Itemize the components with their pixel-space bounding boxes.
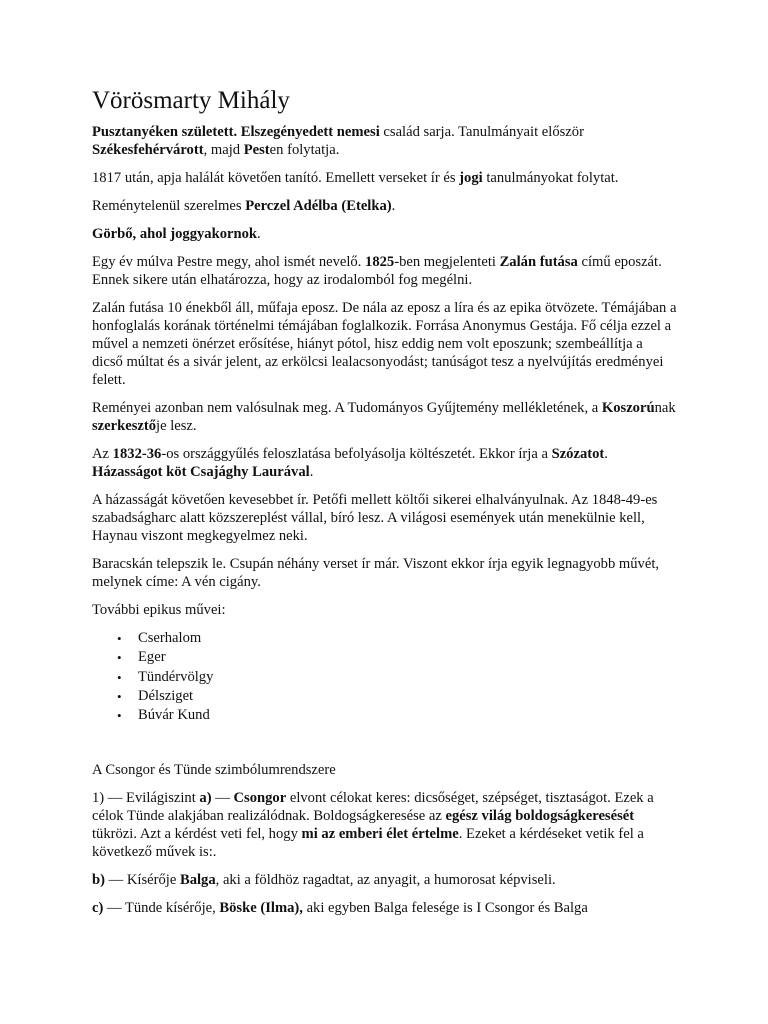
bold-text: Szózatot: [551, 446, 605, 462]
text-run: Baracskán telepszik le. Csupán néhány verset ír már. Viszont ekkor írja egyik legnagyobb művét, melynek címe: A vén cigány.: [92, 556, 660, 590]
bold-text: Böske (Ilma),: [219, 900, 303, 917]
text-run: — Kísérője: [104, 872, 180, 889]
text-run: 1) — Evilágiszint: [92, 790, 200, 807]
bold-text: Házasságot köt Csajághy Laurával: [92, 464, 310, 480]
list-item: • Eger: [138, 648, 677, 667]
text-run: Reményei azonban nem valósulnak meg. A Tudományos Gyűjtemény mellékletének, a: [92, 400, 602, 416]
text-run: A házasságát követően kevesebbet ír. Petőfi mellett költői sikerei elhalványulnak. Az 1848-49-es szabadságharc alatt közszereplést vállal, bíró lesz. A világosi események után menekülnie kell, Haynau viszont megkegyelmez neki.: [92, 492, 658, 544]
text-run: je lesz.: [156, 418, 197, 434]
text-run: nak: [654, 400, 676, 416]
text-run: tanulmányokat folytat.: [482, 170, 619, 186]
bold-text: Balga: [179, 872, 216, 889]
text-run: — Tünde kísérője,: [103, 900, 220, 917]
bold-text: Zalán futása: [499, 254, 578, 270]
bold-text: Pest: [243, 142, 270, 158]
bold-text: c): [92, 900, 104, 917]
page-title: Vörösmarty Mihály: [92, 87, 290, 114]
text-run: -ben megjelenteti: [394, 254, 500, 270]
text-run: —: [211, 790, 234, 807]
epic-works-list: [92, 629, 677, 725]
text-run: .: [309, 464, 314, 480]
list-item: • Cserhalom: [138, 629, 677, 648]
text-run: -os országgyűlés feloszlatása befolyásolja költészetét. Ekkor írja a: [161, 446, 552, 462]
list-item: • Délsziget: [138, 687, 677, 706]
text-run: Reménytelenül szerelmes: [92, 198, 246, 214]
marriage-paragraph: [92, 491, 677, 545]
epic-works-heading: [92, 601, 677, 619]
gorbo-paragraph: [92, 225, 677, 243]
bold-text: mi az emberi élet értelme: [301, 826, 459, 843]
epos-paragraph: [92, 299, 677, 389]
text-run: tükrözi. Azt a kérdést veti fel, hogy: [92, 826, 302, 843]
szozat-paragraph: [92, 445, 677, 481]
bold-text: Pusztanyéken született. Elszegényedett nemesi: [92, 124, 380, 140]
bold-text: b): [92, 872, 105, 889]
text-run: Zalán futása 10 énekből áll, műfaja eposz. De nála az eposz a líra és az epika ötvözete. Témájában a honfoglalás korának történelmi témájában foglalkozik. Forrása Anonymus Gestája. Fő célja ezzel a művel a nemzeti önérzet erősítése, hiányt pótol, hisz eddig nem volt eposzunk; szembeállítja a dicső múltat és a sivár jelent, az erkölcsi lealacsonyodást; tanúságot tesz a nyelvújítás eredményei felett.: [92, 300, 677, 388]
text-run: című eposzát. Ennek sikere után elhatározza, hogy az irodalomból fog megélni.: [92, 254, 662, 288]
bold-text: Görbő, ahol joggyakornok: [92, 226, 258, 242]
text-run: en folytatja.: [269, 142, 340, 158]
bold-text: a): [199, 790, 212, 807]
text-run: aki egyben Balga felesége is I Csongor és Balga: [302, 900, 588, 917]
birth-paragraph: [92, 123, 677, 159]
list-item: • Tündérvölgy: [138, 668, 677, 687]
text-run: elvont célokat keres: dicsőséget, szépséget, tisztaságot. Ezek a célok Tünde alakjában realizálódnak. Boldogságkeresése az: [92, 790, 654, 825]
section-title: A Csongor és Tünde szimbólumrendszere: [92, 762, 336, 779]
text-run: Az: [92, 446, 113, 462]
text-run: Egy év múlva Pestre megy, ahol ismét nevelő.: [92, 254, 366, 270]
intro-paragraphs: [92, 123, 677, 619]
baracska-paragraph: [92, 555, 677, 591]
bold-text: szerkesztő: [92, 418, 157, 434]
bold-text: 1825: [365, 254, 395, 270]
bold-text: Csongor: [233, 790, 287, 807]
boske-paragraph: [92, 899, 677, 917]
text-run: , majd: [203, 142, 244, 158]
love-paragraph: [92, 197, 677, 215]
bold-text: jogi: [459, 170, 483, 186]
text-run: . Ezeket a kérdéseket vetik fel a következő művek is:.: [92, 826, 644, 861]
zalan-paragraph: [92, 253, 677, 289]
document-content: [92, 86, 677, 927]
bold-text: egész világ boldogságkeresését: [445, 808, 635, 825]
section-paragraphs: [92, 789, 677, 917]
text-run: További epikus művei:: [92, 602, 226, 618]
bold-text: Perczel Adélba (Etelka): [245, 198, 392, 214]
text-run: .: [391, 198, 396, 214]
bold-text: Koszorú: [601, 400, 655, 416]
koszoru-paragraph: [92, 399, 677, 435]
text-run: , aki a földhöz ragadtat, az anyagit, a humorosat képviseli.: [215, 872, 556, 889]
bold-text: Székesfehérvárott: [92, 142, 204, 158]
bold-text: 1832-36: [112, 446, 162, 462]
text-run: .: [604, 446, 608, 462]
list-item: • Búvár Kund: [138, 706, 677, 725]
text-run: .: [257, 226, 261, 242]
text-run: 1817 után, apja halálát követően tanító. Emellett verseket ír és: [92, 170, 460, 186]
text-run: család sarja. Tanulmányait először: [379, 124, 584, 140]
csongor-paragraph: [92, 789, 677, 861]
balga-paragraph: [92, 871, 677, 889]
teacher-paragraph: [92, 169, 677, 187]
